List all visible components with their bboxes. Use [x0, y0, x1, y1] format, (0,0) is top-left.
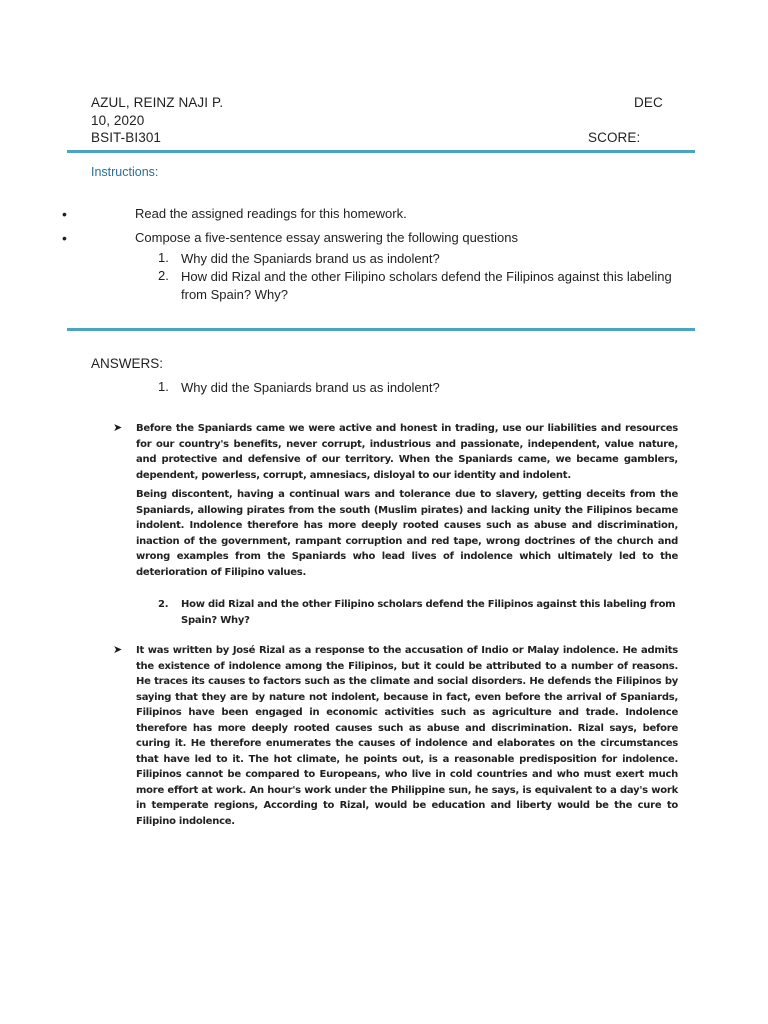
- score-label: SCORE:: [588, 130, 641, 145]
- answer-1-paragraph-1: Before the Spaniards came we were active and honest in trading, use our liabilities and resources for our country's benefits, never corrupt, industrious and passionate, independent, value nature, and protective and defensive of our territory. When the Spaniards came, we became gamblers, dependent, powerless, corrupt, amnesiacs, disloyal to our identity and indolent.: [136, 423, 678, 481]
- question-text: Why did the Spaniards brand us as indolent?: [181, 251, 440, 266]
- section-code: BSIT-BI301: [91, 130, 162, 145]
- instruction-text: Compose a five-sentence essay answering the following questions: [135, 230, 518, 245]
- answers-title: ANSWERS:: [91, 356, 164, 371]
- date-month: DEC: [634, 95, 663, 110]
- answer-1-paragraph-2: Being discontent, having a continual wars and tolerance due to slavery, getting deceits from the Spaniards, allowing pirates from the south (Muslim pirates) and lacking unity the Filipinos became indolent. Indolence therefore has more deeply rooted causes such as abuse and discrimination, inaction of the government, rampant corruption and red tape, wrong doctrines of the church and wrong examples from the Spaniards who lead lives of indolence which ultimately led to the deterioration of Filipino values.: [136, 489, 678, 578]
- answer-2-paragraph: It was written by José Rizal as a response to the accusation of Indio or Malay indolence. He admits the existence of indolence among the Filipinos, but it could be attributed to a number of reasons. He traces its causes to factors such as the climate and social disorders. He defends the Filipinos by saying that they are by nature not indolent, because in fact, even before the arrival of Spaniards, Filipinos have been engaged in economic activities such as agriculture and trade. Indolence therefore has more deeply rooted causes such as abuse and discrimination. Rizal says, before curing it. He therefore enumerates the causes of indolence and elaborates on the circumstances that have led to it. The hot climate, he points out, is a reasonable predisposition for indolence. Filipinos cannot be compared to Europeans, who live in cold countries and who must exert much more effort at work. An hour's work under the Philippine sun, he says, is equivalent to a day's work in temperate regions, According to Rizal, would be education and liberty would be the cure to Filipino indolence.: [136, 645, 678, 827]
- header-divider: [67, 150, 695, 153]
- bullet-icon: •: [62, 230, 67, 246]
- question-number: 2.: [158, 599, 169, 610]
- question-text: How did Rizal and the other Filipino scholars defend the Filipinos against this labeling from Spain? Why?: [181, 269, 672, 302]
- question-number: 2.: [158, 268, 169, 283]
- instructions-divider: [67, 328, 695, 331]
- arrow-bullet-icon: ➤: [113, 644, 123, 656]
- bullet-icon: •: [62, 206, 67, 222]
- question-text: How did Rizal and the other Filipino scholars defend the Filipinos against this labeling from Spain? Why?: [181, 599, 676, 626]
- instructions-title: Instructions:: [91, 165, 159, 179]
- question-number: 1.: [158, 379, 169, 394]
- date-day-year: 10, 2020: [91, 113, 145, 128]
- question-text: Why did the Spaniards brand us as indolent?: [181, 380, 440, 395]
- student-name: AZUL, REINZ NAJI P.: [91, 95, 224, 110]
- arrow-bullet-icon: ➤: [113, 422, 123, 434]
- instruction-text: Read the assigned readings for this homework.: [135, 206, 407, 221]
- question-number: 1.: [158, 250, 169, 265]
